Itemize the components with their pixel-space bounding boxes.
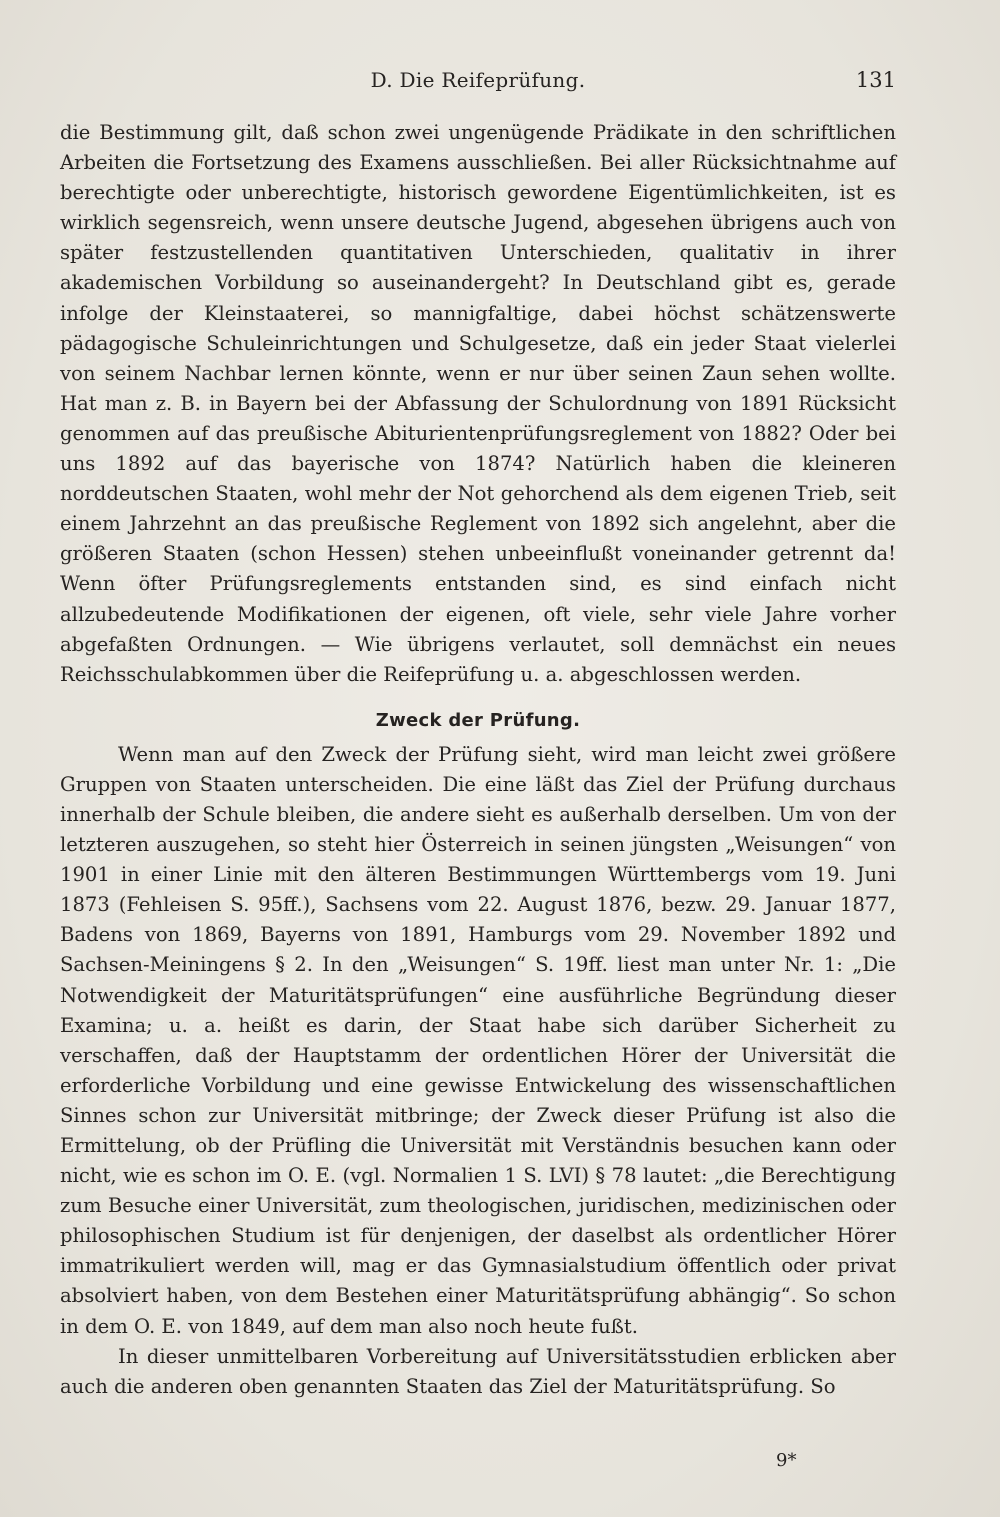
section-heading: Zweck der Prüfung. — [375, 709, 581, 731]
page-header — [60, 68, 896, 102]
page-body — [60, 118, 896, 1402]
sheet-signature: 9* — [776, 1450, 797, 1471]
paragraph-continuation: die Bestimmung gilt, daß schon zwei ungenügende Prädikate in den schriftlichen Arbeiten die Fortsetzung des Examens ausschließen. Bei aller Rücksichtnahme auf berechtigte oder unberechtigte, historisch gewordene Eigentümlichkeiten, ist es wirklich segensreich, wenn unsere deutsche Jugend, abgesehen übrigens auch von später festzustellenden quantitativen Unterschieden, qualitativ in ihrer akademischen Vorbildung so auseinandergeht? In Deutschland gibt es, gerade infolge der Kleinstaaterei, so mannigfaltige, dabei höchst schätzenswerte pädagogische Schuleinrichtungen und Schulgesetze, daß ein jeder Staat vielerlei von seinem Nachbar lernen könnte, wenn er nur über seinen Zaun sehen wollte. Hat man z. B. in Bayern bei der Abfassung der Schulordnung von 1891 Rücksicht genommen auf das preußische Abiturientenprüfungsreglement von 1882? Oder bei uns 1892 auf das bayerische von 1874? Natürlich haben die kleineren norddeutschen Staaten, wohl mehr der Not gehorchend als dem eigenen Trieb, seit einem Jahrzehnt an das preußische Reglement von 1892 sich angelehnt, aber die größeren Staaten (schon Hessen) stehen unbeeinflußt voneinander getrennt da! Wenn öfter Prüfungsreglements entstanden sind, es sind einfach nicht allzubedeutende Modifikationen der eigenen, oft viele, sehr viele Jahre vorher abgefaßten Ordnungen. — Wie übrigens verlautet, soll demnächst ein neues Reichsschulabkommen über die Reifeprüfung u. a. abgeschlossen werden. — [60, 121, 896, 686]
paragraph-purpose: Wenn man auf den Zweck der Prüfung sieht, wird man leicht zwei größere Gruppen von Staaten unterscheiden. Die eine läßt das Ziel der Prüfung durchaus innerhalb der Schule bleiben, die andere sieht es außerhalb derselben. Um von der letzteren auszugehen, so steht hier Österreich in seinen jüngsten „Weisungen“ von 1901 in einer Linie mit den älteren Bestimmungen Württembergs vom 19. Juni 1873 (Fehleisen S. 95ff.), Sachsens vom 22. August 1876, bezw. 29. Januar 1877, Badens von 1869, Bayerns von 1891, Hamburgs vom 29. November 1892 und Sachsen-Meiningens § 2. In den „Weisungen“ S. 19ff. liest man unter Nr. 1: „Die Notwendigkeit der Maturitätsprüfungen“ eine ausführliche Begründung dieser Examina; u. a. heißt es darin, der Staat habe sich darüber Sicherheit zu verschaffen, daß der Hauptstamm der ordentlichen Hörer der Universität die erforderliche Vorbildung und eine gewisse Entwickelung des wissenschaftlichen Sinnes schon zur Universität mitbringe; der Zweck dieser Prüfung ist also die Ermittelung, ob der Prüfling die Universität mit Verständnis besuchen kann oder nicht, wie es schon im O. E. (vgl. Normalien 1 S. LVI) § 78 lautet: „die Berechtigung zum Besuche einer Universität, zum theologischen, juridischen, medizinischen oder philosophischen Studium ist für denjenigen, der daselbst als ordentlicher Hörer immatrikuliert werden will, mag er das Gymnasialstudium öffentlich oder privat absolviert haben, von dem Bestehen einer Maturitätsprüfung abhängig“. So schon in dem O. E. von 1849, auf dem man also noch heute fußt. — [60, 742, 896, 1338]
running-head: D. Die Reifeprüfung. — [370, 68, 586, 92]
page-number: 131 — [855, 68, 896, 92]
paragraph-preparation: In dieser unmittelbaren Vorbereitung auf Universitätsstudien erblicken aber auch die anderen oben genannten Staaten das Ziel der Maturitätsprüfung. So — [60, 1344, 896, 1398]
